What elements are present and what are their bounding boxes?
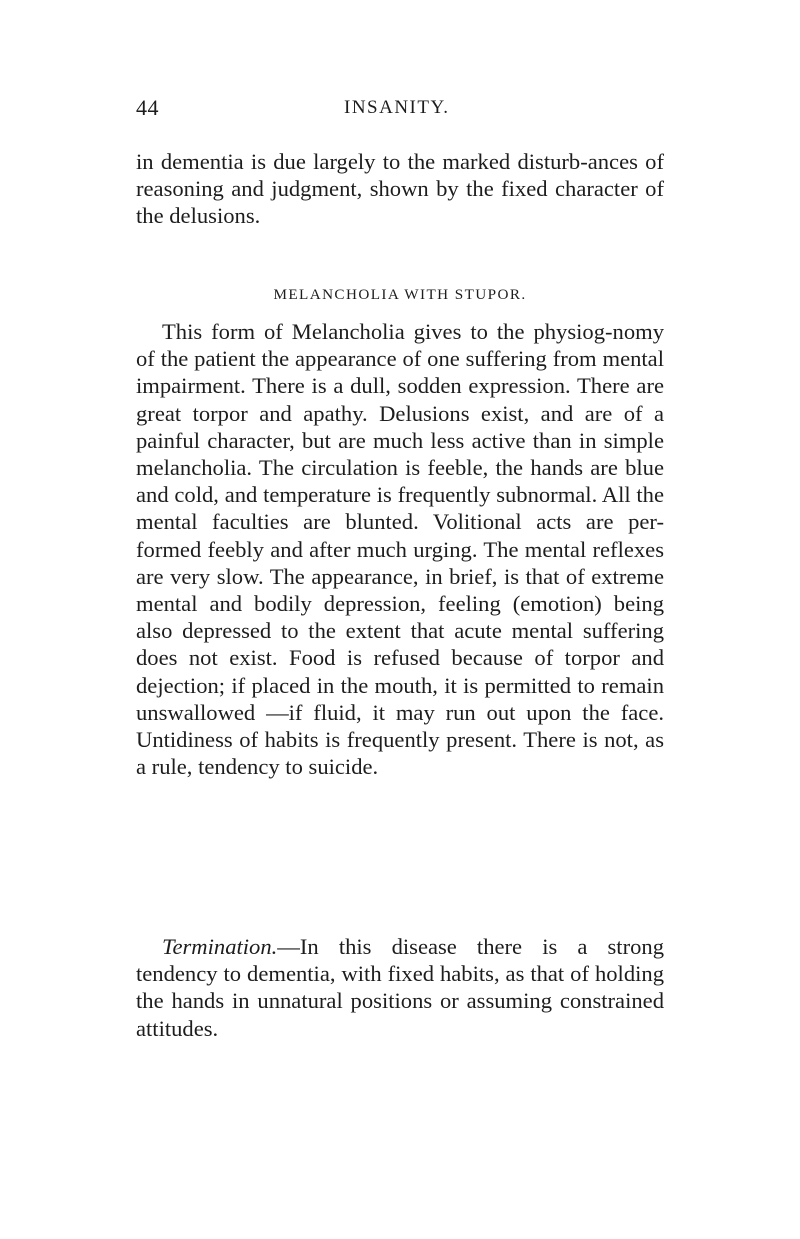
paragraph-3 (136, 933, 664, 1042)
run-in-heading: Termination. (162, 934, 278, 959)
page-number: 44 (136, 95, 159, 120)
paragraph-continuation (136, 148, 664, 230)
paragraph-termination (136, 933, 664, 1042)
paragraph-main (136, 318, 664, 780)
running-head (136, 95, 656, 129)
paragraph-3-text: —In this disease there is a strong tendency to dementia, with fixed habits, as that of holding the hands in unnatural positions or assuming constrained attitudes. (136, 934, 664, 1041)
paragraph-2-text: This form of Melancholia gives to the physiog-nomy of the patient the appearance of one suffering from mental impairment. There is a dull, sodden expression. There are great torpor and apathy. Delusions exist, and are of a painful character, but are much less active than in simple melancholia. The circulation is feeble, the hands are blue and cold, and temperature is frequently subnormal. All the mental faculties are blunted. Volitional acts are per-formed feebly and after much urging. The mental reflexes are very slow. The appearance, in brief, is that of extreme mental and bodily depression, feeling (emotion) being also depressed to the extent that acute mental suffering does not exist. Food is refused because of torpor and dejection; if placed in the mouth, it is permitted to remain unswallowed —if fluid, it may run out upon the face. Untidiness of habits is frequently present. There is not, as a rule, tendency to suicide. (136, 319, 664, 780)
paragraph-1-text: in dementia is due largely to the marked disturb-ances of reasoning and judgment, shown by the fixed character of the delusions. (136, 149, 664, 229)
running-title: INSANITY. (344, 97, 450, 118)
section-heading: MELANCHOLIA WITH STUPOR. (273, 286, 527, 303)
